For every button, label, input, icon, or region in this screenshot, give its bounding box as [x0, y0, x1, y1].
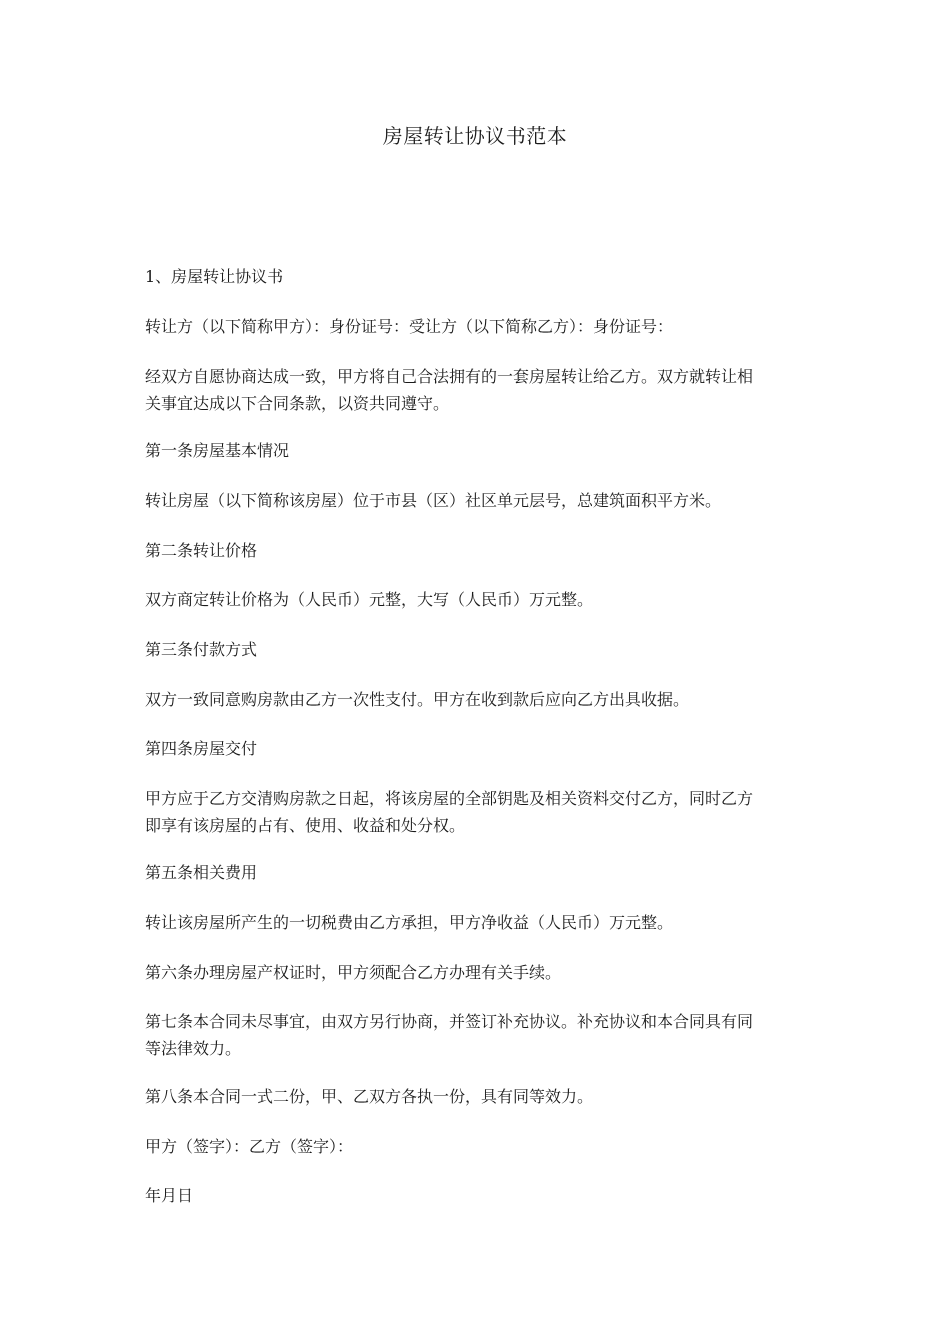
paragraph-line: 第一条房屋基本情况 [145, 441, 290, 460]
article-8-text [145, 1083, 815, 1110]
paragraph-line: 转让房屋（以下简称该房屋）位于市县（区）社区单元层号，总建筑面积平方米。 [145, 491, 722, 510]
article-2-text [145, 586, 815, 613]
paragraph-line: 年月日 [145, 1186, 194, 1205]
paragraph-line: 甲方应于乙方交清购房款之日起，将该房屋的全部钥匙及相关资料交付乙方，同时乙方 [145, 789, 754, 808]
paragraph-line: 第四条房屋交付 [145, 739, 258, 758]
paragraph-line: 第二条转让价格 [145, 541, 258, 560]
preamble-paragraph [145, 363, 815, 417]
paragraph-line: 第七条本合同未尽事宜，由双方另行协商，并签订补充协议。补充协议和本合同具有同 [145, 1012, 754, 1031]
article-2-heading [145, 537, 815, 564]
paragraph-line: 第六条办理房屋产权证时，甲方须配合乙方办理有关手续。 [145, 963, 562, 982]
paragraph-line: 即享有该房屋的占有、使用、收益和处分权。 [145, 816, 466, 835]
paragraph-line: 第八条本合同一式二份，甲、乙双方各执一份，具有同等效力。 [145, 1087, 594, 1106]
article-6-text [145, 959, 815, 986]
section-heading-agreement [145, 263, 815, 290]
article-3-text [145, 686, 815, 713]
paragraph-line: 经双方自愿协商达成一致，甲方将自己合法拥有的一套房屋转让给乙方。双方就转让相 [145, 367, 754, 386]
article-4-heading [145, 735, 815, 762]
paragraph-line: 转让该房屋所产生的一切税费由乙方承担，甲方净收益（人民币）万元整。 [145, 913, 674, 932]
date-line [145, 1182, 815, 1209]
article-7-text [145, 1008, 815, 1062]
article-4-text [145, 785, 815, 839]
parties-paragraph [145, 313, 815, 340]
article-5-text [145, 909, 815, 936]
article-3-heading [145, 636, 815, 663]
article-1-heading [145, 437, 815, 464]
document-title: 房屋转让协议书范本 [382, 124, 568, 148]
paragraph-line: 第三条付款方式 [145, 640, 258, 659]
paragraph-line: 第五条相关费用 [145, 863, 258, 882]
paragraph-line: 等法律效力。 [145, 1039, 242, 1058]
paragraph-line: 转让方（以下简称甲方）：身份证号：受让方（以下简称乙方）：身份证号： [145, 317, 674, 336]
paragraph-line: 双方一致同意购房款由乙方一次性支付。甲方在收到款后应向乙方出具收据。 [145, 690, 690, 709]
article-1-text [145, 487, 815, 514]
paragraph-line: 关事宜达成以下合同条款，以资共同遵守。 [145, 394, 450, 413]
paragraph-line: 1、房屋转让协议书 [145, 267, 284, 286]
paragraph-line: 甲方（签字）：乙方（签字）： [145, 1137, 354, 1156]
paragraph-line: 双方商定转让价格为（人民币）元整，大写（人民币）万元整。 [145, 590, 594, 609]
signature-line [145, 1133, 815, 1160]
article-5-heading [145, 859, 815, 886]
